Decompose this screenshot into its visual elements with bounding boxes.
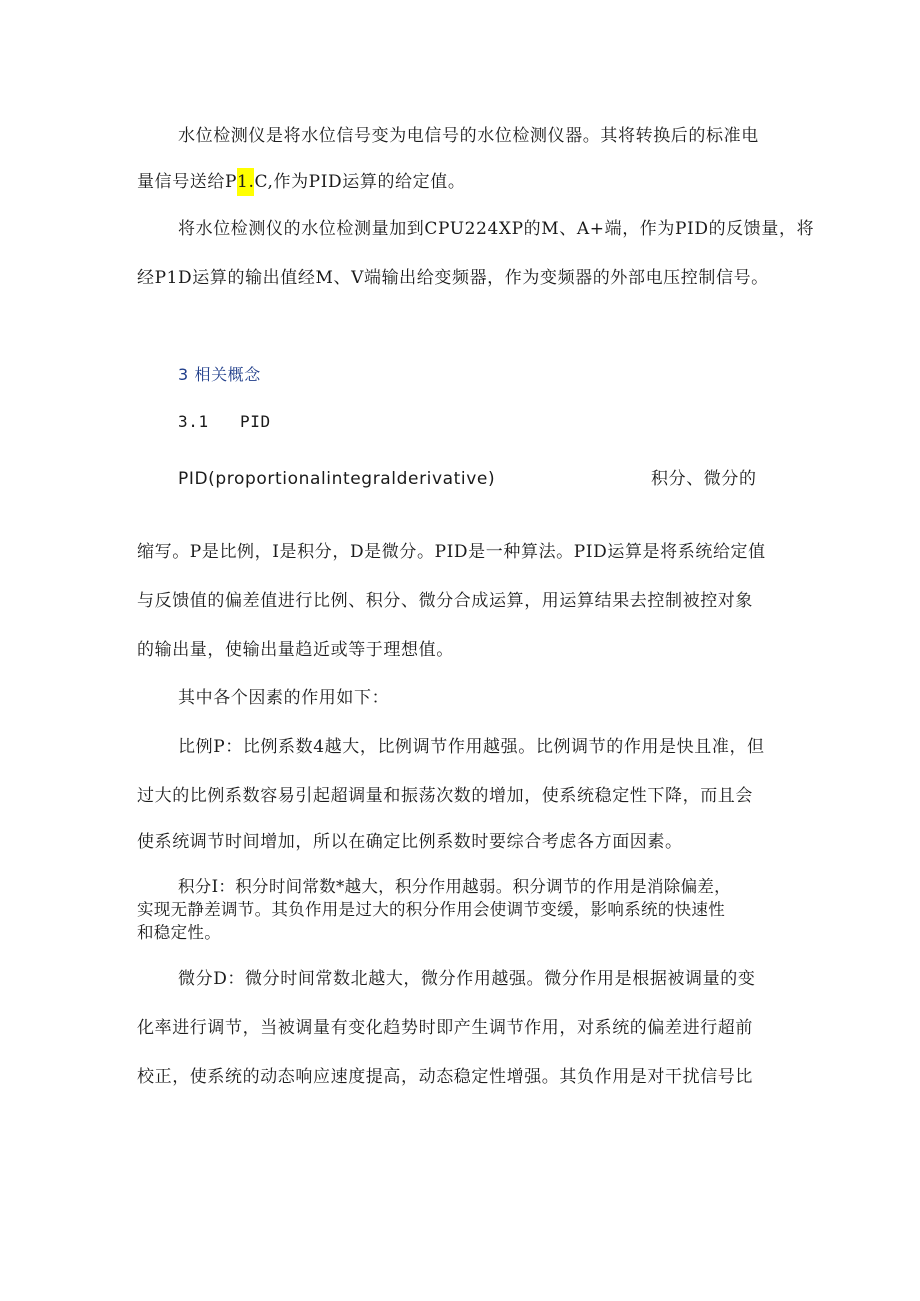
pid-term-tail: 积分、微分的	[651, 469, 757, 489]
paragraph-6-line-2: 实现无静差调节。其负作用是过大的积分作用会使调节变缓，影响系统的快速性	[137, 900, 725, 919]
paragraph-3-line-2: 缩写。P是比例，I是积分，D是微分。PID是一种算法。PID运算是将系统给定值	[137, 542, 766, 562]
subsection-number: 3.1	[178, 412, 209, 431]
paragraph-3-line-4: 的输出量，使输出量趋近或等于理想值。	[137, 640, 454, 660]
highlighted-text: 1.	[237, 168, 254, 196]
pid-term: PID(proportionalintegralderivative)	[178, 469, 496, 489]
paragraph-3-line-3: 与反馈值的偏差值进行比例、积分、微分合成运算，用运算结果去控制被控对象	[137, 591, 753, 611]
paragraph-7-line-1: 微分D：微分时间常数北越大，微分作用越强。微分作用是根据被调量的变	[178, 969, 756, 989]
paragraph-4-line-1: 其中各个因素的作用如下：	[178, 688, 390, 708]
paragraph-5-line-1: 比例P：比例系数4越大，比例调节作用越强。比例调节的作用是快且准，但	[178, 737, 765, 757]
paragraph-7-line-2: 化率进行调节，当被调量有变化趋势时即产生调节作用，对系统的偏差进行超前	[137, 1018, 753, 1038]
paragraph-2-line-1: 将水位检测仪的水位检测量加到CPU224XP的M、A+端，作为PID的反馈量，将	[178, 219, 815, 239]
paragraph-6-line-3: 和稳定性。	[137, 923, 221, 942]
paragraph-5-line-3: 使系统调节时间增加，所以在确定比例系数时要综合考虑各方面因素。	[137, 832, 683, 852]
paragraph-7-line-3: 校正，使系统的动态响应速度提高，动态稳定性增强。其负作用是对干扰信号比	[137, 1067, 753, 1087]
paragraph-1-line-2-pre: 量信号送给P	[137, 172, 238, 192]
paragraph-5-line-2: 过大的比例系数容易引起超调量和振荡次数的增加，使系统稳定性下降，而且会	[137, 786, 753, 806]
paragraph-1-line-2-post: C,作为PID运算的给定值。	[254, 172, 466, 192]
paragraph-2-line-2: 经P1D运算的输出值经M、V端输出给变频器，作为变频器的外部电压控制信号。	[137, 268, 769, 288]
paragraph-1-line-1: 水位检测仪是将水位信号变为电信号的水位检测仪器。其将转换后的标准电	[178, 126, 759, 146]
paragraph-6-line-1: 积分I：积分时间常数*越大，积分作用越弱。积分调节的作用是消除偏差，	[178, 877, 731, 896]
section-heading: 3 相关概念	[178, 365, 261, 384]
subsection-title: PID	[240, 412, 271, 431]
paragraph-1-line-2	[137, 170, 787, 194]
